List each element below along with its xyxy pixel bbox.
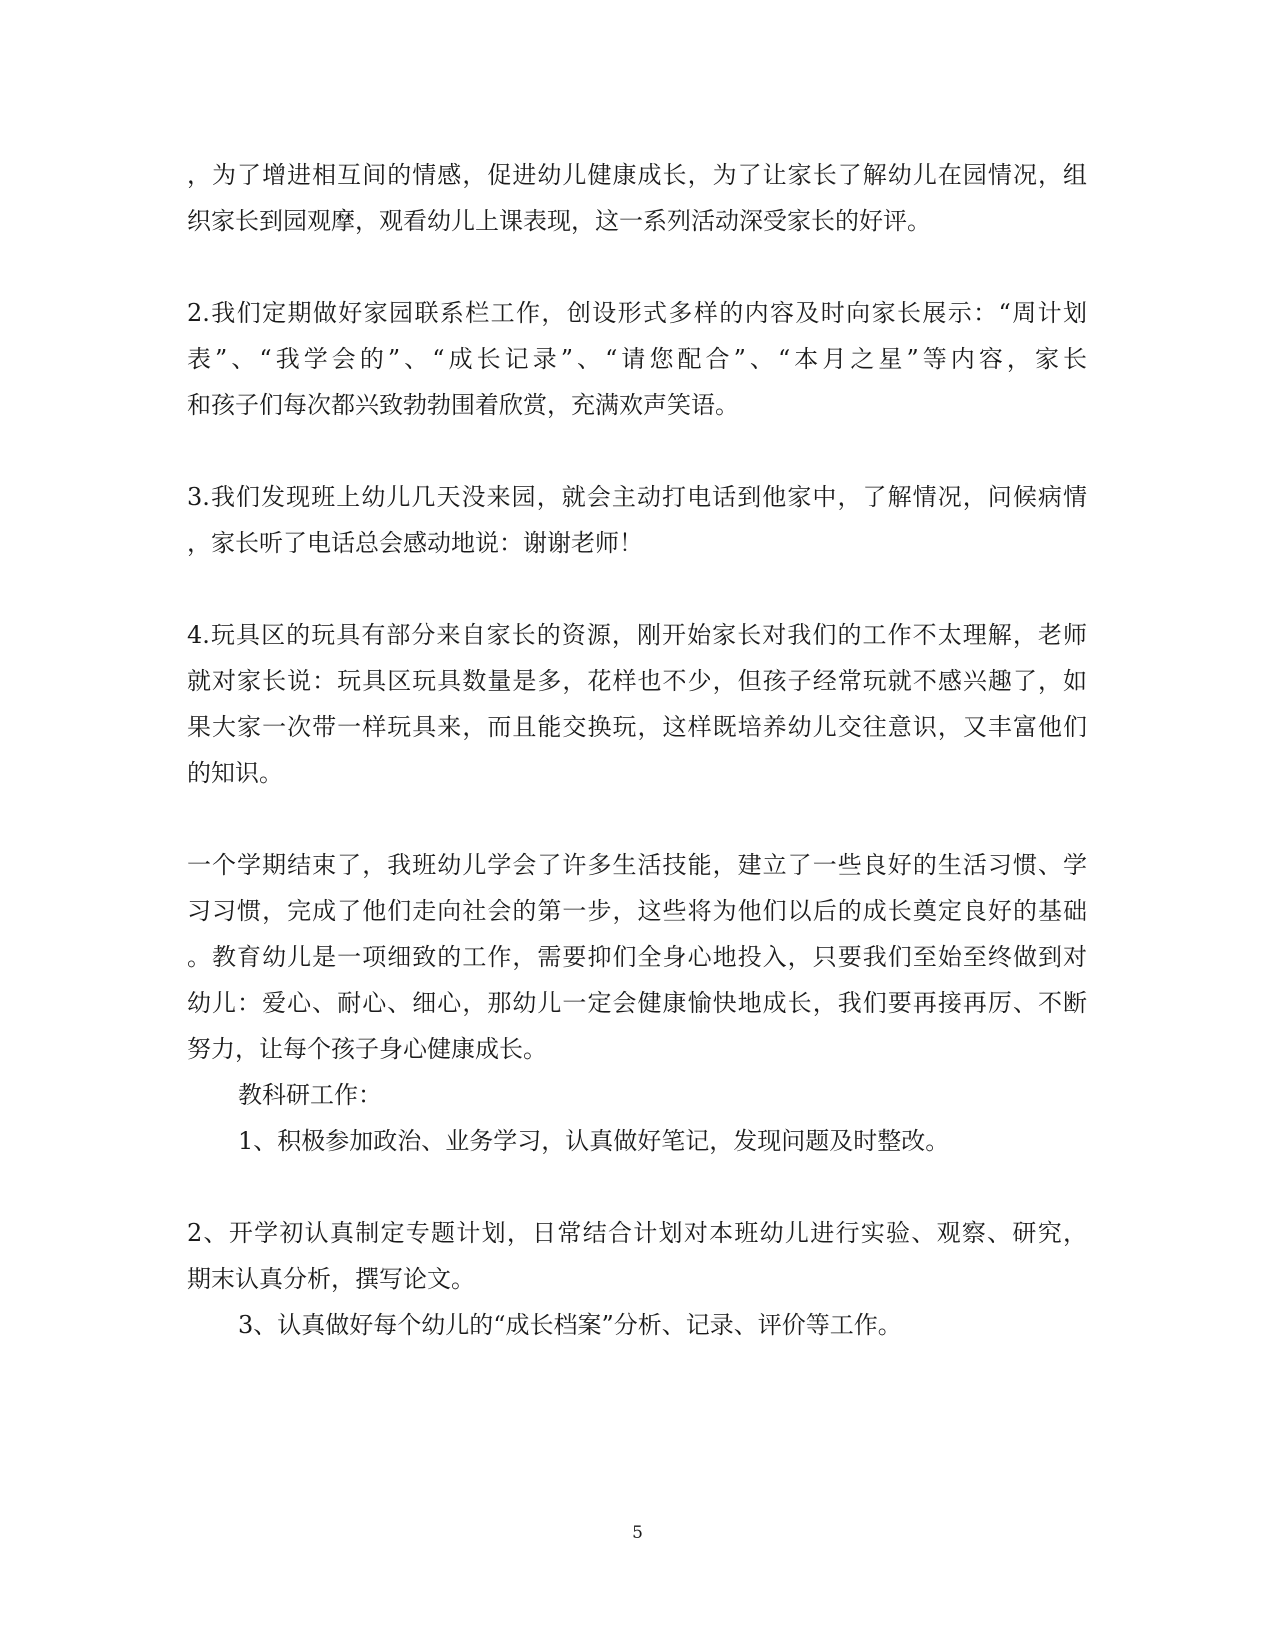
- text-line: 就对家长说：玩具区玩具数量是多，花样也不少，但孩子经常玩就不感兴趣了，如: [187, 667, 1087, 695]
- text-line: ，为了增进相互间的情感，促进幼儿健康成长，为了让家长了解幼儿在园情况，组: [187, 161, 1087, 189]
- text-line: 一个学期结束了，我班幼儿学会了许多生活技能，建立了一些良好的生活习惯、学: [187, 851, 1087, 879]
- text-line: ，家长听了电话总会感动地说：谢谢老师！: [187, 529, 643, 557]
- text-line: 的知识。: [187, 759, 283, 787]
- text-line: 果大家一次带一样玩具来，而且能交换玩，这样既培养幼儿交往意识，又丰富他们: [187, 713, 1087, 741]
- list-item: 3、认真做好每个幼儿的“成长档案”分析、记录、评价等工作。: [238, 1311, 902, 1339]
- text-line: 习习惯，完成了他们走向社会的第一步，这些将为他们以后的成长奠定良好的基础: [187, 897, 1087, 925]
- text-line: 3.我们发现班上幼儿几天没来园，就会主动打电话到他家中，了解情况，问候病情: [187, 483, 1087, 511]
- text-line: 织家长到园观摩，观看幼儿上课表现，这一系列活动深受家长的好评。: [187, 207, 931, 235]
- text-line: 幼儿：爱心、耐心、细心，那幼儿一定会健康愉快地成长，我们要再接再厉、不断: [187, 989, 1087, 1017]
- section-heading: 教科研工作：: [238, 1081, 382, 1109]
- text-line: 和孩子们每次都兴致勃勃围着欣赏，充满欢声笑语。: [187, 391, 739, 419]
- page-number: 5: [632, 1523, 643, 1543]
- list-item: 2、开学初认真制定专题计划，日常结合计划对本班幼儿进行实验、观察、研究，: [187, 1219, 1087, 1247]
- text-line: 2.我们定期做好家园联系栏工作，创设形式多样的内容及时向家长展示：“周计划: [187, 299, 1087, 327]
- list-item-continuation: 期末认真分析，撰写论文。: [187, 1265, 475, 1293]
- text-line: 表”、“我学会的”、“成长记录”、“请您配合”、“本月之星”等内容，家长: [187, 345, 1087, 373]
- text-line: 4.玩具区的玩具有部分来自家长的资源，刚开始家长对我们的工作不太理解，老师: [187, 621, 1087, 649]
- list-item: 1、积极参加政治、业务学习，认真做好笔记，发现问题及时整改。: [238, 1127, 950, 1155]
- text-line: 努力，让每个孩子身心健康成长。: [187, 1035, 547, 1063]
- text-line: 。教育幼儿是一项细致的工作，需要抑们全身心地投入，只要我们至始至终做到对: [187, 943, 1087, 971]
